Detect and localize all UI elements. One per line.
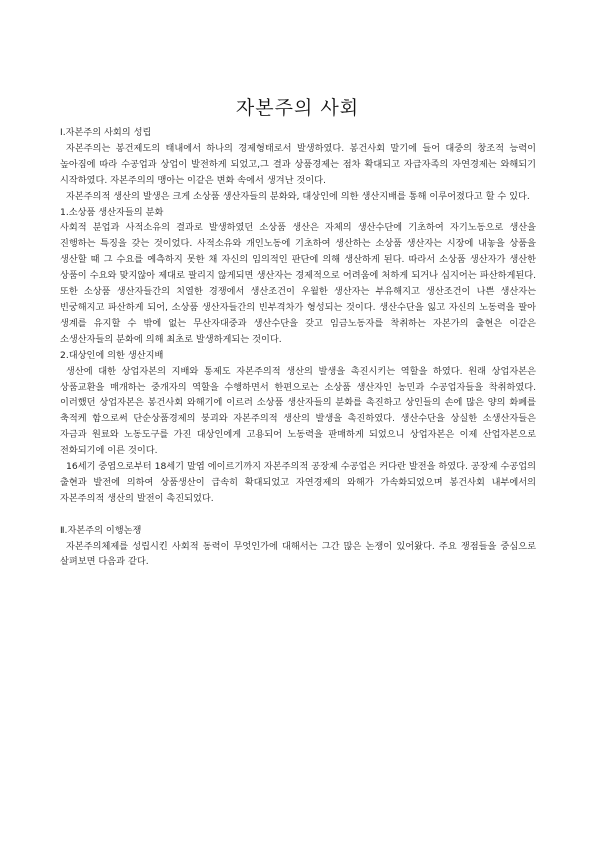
section2-paragraph-1: 자본주의체제를 성립시킨 사회적 동력이 무엇인가에 대해서는 그간 많은 논쟁이 있어왔다. 주요 쟁점들을 중심으로 살펴보면 다음과 같다. [60,540,536,568]
subsection-heading-2: 2.대상인에 의한 생산지배 [60,349,164,361]
document-body [60,125,536,570]
section-spacer [60,507,536,523]
subsection2-paragraph-2: 16세기 중엽으로부터 18세기 말엽 에이르기까지 자본주의적 공장제 수공업은 커다란 발전을 하였다. 공장제 수공업의 출현과 발전에 의하여 상품생산이 급속히 확대되었고 자연경제의 와해가 가속화되었으며 봉건사회 내부에서의 자본주의적 생산의 발전이 촉진되었다. [60,461,536,504]
subsection-heading-1: 1.소상품 생산자들의 분화 [60,206,164,218]
subsection1-paragraph: 사회적 분업과 사적소유의 결과로 발생하였던 소상품 생산은 자체의 생산수단에 기초하여 자기노동으로 생산을 진행하는 특징을 갖는 것이었다. 사적소유와 개인노동에 기초하여 생산하는 소상품 생산자는 시장에 내놓을 상품을 생산할 때 그 수요를 예측하지 못한 채 자신의 임의적인 판단에 의해 생산하게 된다. 따라서 소상품 생산자가 생산한 상품이 수요와 맞지않아 제대로 팔리지 않게되면 생산자는 경제적으로 어려움에 처하게 되거나 심지어는 파산하게된다. 또한 소상품 생산자들간의 치열한 경쟁에서 생산조건이 우월한 생산자는 부유해지고 생산조건이 나쁜 생산자는 빈궁해지고 파산하게 되어, 소상품 생산자들간의 빈부격차가 형성되는 것이다. 생산수단을 잃고 자신의 노동력을 팔아 생계를 유지할 수 밖에 없는 무산자대중과 생산수단을 갖고 임금노동자를 착취하는 자본가의 출현은 이같은 소생산자들의 분화에 의해 최초로 발생하게되는 것이다. [60,222,536,345]
page-title: 자본주의 사회 [235,97,360,119]
section-heading-1: Ⅰ.자본주의 사회의 성립 [60,127,152,138]
subsection2-paragraph-1: 생산에 대한 상업자본의 지배와 통제도 자본주의적 생산의 발생을 촉진시키는 역할을 하였다. 원래 상업자본은 상품교환을 매개하는 중개자의 역할을 수행하면서 한편으로는 소상품 생산자인 농민과 수공업자들을 착취하였다. 이러했던 상업자본은 봉건사회 와해기에 이르러 소상품 생산자들의 분화를 촉진하고 상인들의 손에 많은 양의 화폐를 축적케 함으로써 단순상품경제의 붕괴와 자본주의적 생산의 발생을 촉진하였다. 생산수단을 상실한 소생산자들은 자금과 원료와 노동도구를 가진 대상인에게 고용되어 노동력을 판매하게 되었으니 상업자본은 이제 산업자본으로 전화되기에 이른 것이다. [60,365,536,457]
section1-paragraph-2: 자본주의적 생산의 발생은 크게 소상품 생산자들의 분화와, 대상인에 의한 생산지배를 통해 이루어졌다고 할 수 있다. [66,190,530,202]
section-heading-2: Ⅱ.자본주의 이행논쟁 [60,524,142,536]
section1-paragraph-1: 자본주의는 봉건제도의 태내에서 하나의 경제형태로서 발생하였다. 봉건사회 말기에 들어 대중의 창조적 능력이 높아짐에 따라 수공업과 상업이 발전하게 되었고,그 결과 상품경제는 점차 확대되고 자급자족의 자연경제는 와해되기 시작하였다. 자본주의의 맹아는 이같은 변화 속에서 생겨난 것이다. [60,142,536,186]
